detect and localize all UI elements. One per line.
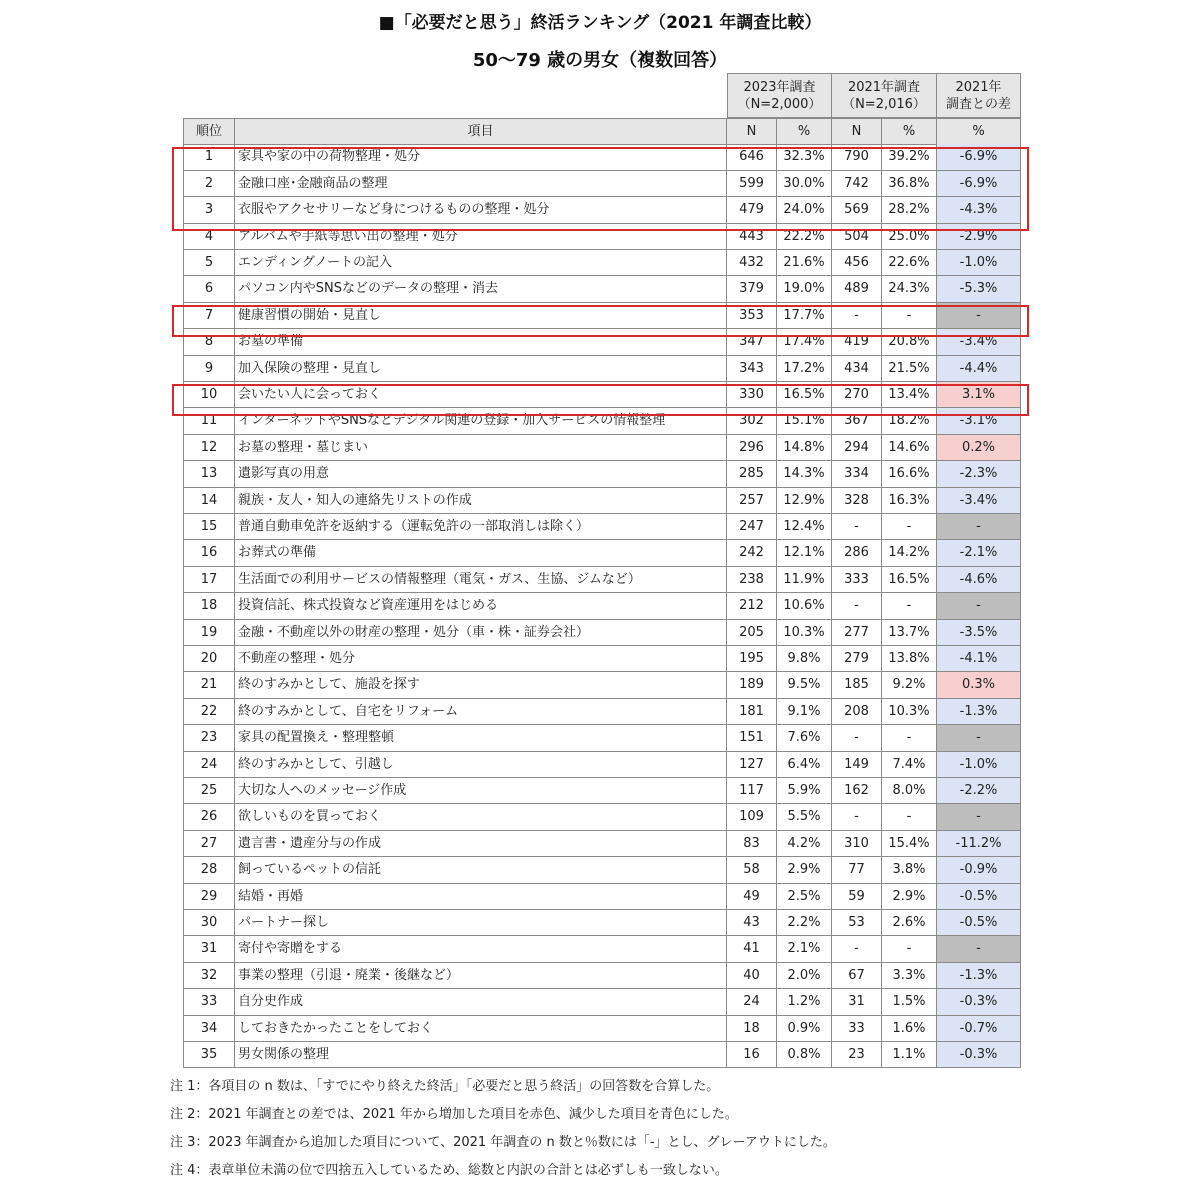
rank-cell: 30 [183, 910, 235, 936]
n-2021-cell: 504 [832, 224, 882, 250]
pct-2021-cell: 9.2% [882, 672, 937, 698]
diff-cell: - [937, 514, 1021, 540]
pct-2023-cell: 12.4% [777, 514, 832, 540]
n-2021-cell: 742 [832, 171, 882, 197]
pct-2021-cell: 2.9% [882, 884, 937, 910]
n-2023-cell: 330 [727, 382, 777, 408]
table-row [183, 461, 1021, 487]
table-row [183, 989, 1021, 1015]
item-cell: 衣服やアクセサリーなど身につけるものの整理・処分 [235, 197, 727, 223]
pct-2021-cell: 13.4% [882, 382, 937, 408]
item-cell: 遺言書・遺産分与の作成 [235, 831, 727, 857]
header-pct-2021: % [882, 119, 937, 145]
pct-2021-cell: - [882, 936, 937, 962]
table-row [183, 540, 1021, 566]
n-2021-cell: - [832, 514, 882, 540]
pct-2021-cell: 28.2% [882, 197, 937, 223]
diff-cell: 0.3% [937, 672, 1021, 698]
rank-cell: 31 [183, 936, 235, 962]
pct-2021-cell: 3.3% [882, 963, 937, 989]
pct-2021-cell: 16.6% [882, 461, 937, 487]
item-cell: パートナー探し [235, 910, 727, 936]
table-row [183, 1042, 1021, 1068]
rank-cell: 10 [183, 382, 235, 408]
highlight-box-rank10 [172, 384, 1029, 416]
note-3: 注 3：2023 年調査から追加した項目について、2021 年調査の n 数と％数には「-」とし、グレーアウトにした。 [170, 1135, 836, 1150]
n-2021-cell: 162 [832, 778, 882, 804]
pct-2023-cell: 2.5% [777, 884, 832, 910]
n-2021-cell: 53 [832, 910, 882, 936]
n-2023-cell: 58 [727, 857, 777, 883]
n-2023-cell: 181 [727, 699, 777, 725]
diff-cell: -1.0% [937, 752, 1021, 778]
header-rank: 順位 [183, 119, 235, 145]
pct-2023-cell: 14.3% [777, 461, 832, 487]
table-row [183, 646, 1021, 672]
item-cell: お墓の準備 [235, 329, 727, 355]
pct-2023-cell: 19.0% [777, 276, 832, 302]
diff-cell: -2.2% [937, 778, 1021, 804]
diff-cell: -0.5% [937, 884, 1021, 910]
n-2021-cell: 286 [832, 540, 882, 566]
pct-2021-cell: 13.7% [882, 620, 937, 646]
diff-cell: -3.5% [937, 620, 1021, 646]
rank-cell: 6 [183, 276, 235, 302]
table-row [183, 567, 1021, 593]
header-2021-label: 2021年調査 [847, 80, 921, 95]
rank-cell: 27 [183, 831, 235, 857]
rank-cell: 14 [183, 488, 235, 514]
n-2021-cell: - [832, 804, 882, 830]
table-row [183, 804, 1021, 830]
pct-2021-cell: 36.8% [882, 171, 937, 197]
n-2023-cell: 40 [727, 963, 777, 989]
header-item: 項目 [235, 119, 727, 145]
diff-cell: -5.3% [937, 276, 1021, 302]
diff-cell: -4.1% [937, 646, 1021, 672]
pct-2023-cell: 1.2% [777, 989, 832, 1015]
n-2023-cell: 599 [727, 171, 777, 197]
diff-cell: -0.3% [937, 1042, 1021, 1068]
table-row [183, 778, 1021, 804]
n-2023-cell: 247 [727, 514, 777, 540]
diff-cell: - [937, 303, 1021, 329]
item-cell: 大切な人へのメッセージ作成 [235, 778, 727, 804]
rank-cell: 9 [183, 356, 235, 382]
note-2: 注 2：2021 年調査との差では、2021 年から増加した項目を赤色、減少した項目を青色にした。 [170, 1107, 738, 1122]
table-row [183, 620, 1021, 646]
pct-2021-cell: 20.8% [882, 329, 937, 355]
n-2021-cell: 149 [832, 752, 882, 778]
n-2023-cell: 443 [727, 224, 777, 250]
rank-cell: 26 [183, 804, 235, 830]
n-2023-cell: 151 [727, 725, 777, 751]
pct-2023-cell: 9.8% [777, 646, 832, 672]
pct-2023-cell: 24.0% [777, 197, 832, 223]
pct-2021-cell: - [882, 725, 937, 751]
diff-cell: -4.4% [937, 356, 1021, 382]
n-2023-cell: 127 [727, 752, 777, 778]
table-row [183, 593, 1021, 619]
pct-2021-cell: 22.6% [882, 250, 937, 276]
n-2021-cell: - [832, 725, 882, 751]
item-cell: アルバムや手紙等思い出の整理・処分 [235, 224, 727, 250]
item-cell: 健康習慣の開始・見直し [235, 303, 727, 329]
pct-2021-cell: 1.6% [882, 1016, 937, 1042]
n-2021-cell: 33 [832, 1016, 882, 1042]
pct-2021-cell: - [882, 514, 937, 540]
highlight-box-top3 [172, 147, 1029, 231]
rank-cell: 28 [183, 857, 235, 883]
n-2021-cell: - [832, 593, 882, 619]
diff-cell: 0.2% [937, 435, 1021, 461]
table-row [183, 857, 1021, 883]
pct-2021-cell: 18.2% [882, 408, 937, 434]
table-row [183, 514, 1021, 540]
n-2023-cell: 189 [727, 672, 777, 698]
pct-2023-cell: 4.2% [777, 831, 832, 857]
pct-2023-cell: 5.9% [777, 778, 832, 804]
page-title: ■「必要だと思う」終活ランキング（2021 年調査比較） [378, 13, 822, 33]
pct-2021-cell: 10.3% [882, 699, 937, 725]
item-cell: 普通自動車免許を返納する（運転免許の一部取消しは除く） [235, 514, 727, 540]
rank-cell: 12 [183, 435, 235, 461]
table-row [183, 963, 1021, 989]
pct-2023-cell: 14.8% [777, 435, 832, 461]
item-cell: 終のすみかとして、引越し [235, 752, 727, 778]
diff-cell: -3.4% [937, 329, 1021, 355]
pct-2021-cell: 16.3% [882, 488, 937, 514]
n-2023-cell: 83 [727, 831, 777, 857]
table-row [183, 250, 1021, 276]
n-2021-cell: 790 [832, 144, 882, 170]
diff-cell: -3.1% [937, 408, 1021, 434]
pct-2021-cell: 3.8% [882, 857, 937, 883]
rank-cell: 7 [183, 303, 235, 329]
diff-cell: -4.6% [937, 567, 1021, 593]
n-2023-cell: 353 [727, 303, 777, 329]
rank-cell: 21 [183, 672, 235, 698]
pct-2023-cell: 2.2% [777, 910, 832, 936]
pct-2023-cell: 32.3% [777, 144, 832, 170]
rank-cell: 24 [183, 752, 235, 778]
highlight-box-rank7 [172, 305, 1029, 337]
pct-2023-cell: 17.7% [777, 303, 832, 329]
n-2023-cell: 18 [727, 1016, 777, 1042]
rank-cell: 20 [183, 646, 235, 672]
table-row [183, 884, 1021, 910]
diff-cell: -1.3% [937, 963, 1021, 989]
n-2023-cell: 285 [727, 461, 777, 487]
n-2023-cell: 343 [727, 356, 777, 382]
header-2021-n: （N=2,016） [842, 97, 926, 112]
pct-2021-cell: 25.0% [882, 224, 937, 250]
pct-2023-cell: 9.5% [777, 672, 832, 698]
rank-cell: 33 [183, 989, 235, 1015]
pct-2023-cell: 0.8% [777, 1042, 832, 1068]
pct-2021-cell: 13.8% [882, 646, 937, 672]
pct-2023-cell: 21.6% [777, 250, 832, 276]
rank-cell: 15 [183, 514, 235, 540]
table-row [183, 699, 1021, 725]
rank-cell: 13 [183, 461, 235, 487]
table-row [183, 488, 1021, 514]
pct-2023-cell: 17.2% [777, 356, 832, 382]
pct-2021-cell: 1.5% [882, 989, 937, 1015]
item-cell: 会いたい人に会っておく [235, 382, 727, 408]
diff-cell: - [937, 936, 1021, 962]
item-cell: 遺影写真の用意 [235, 461, 727, 487]
pct-2021-cell: 7.4% [882, 752, 937, 778]
table-row [183, 435, 1021, 461]
item-cell: 終のすみかとして、施設を探す [235, 672, 727, 698]
n-2023-cell: 238 [727, 567, 777, 593]
rank-cell: 16 [183, 540, 235, 566]
diff-cell: 3.1% [937, 382, 1021, 408]
diff-cell: -6.9% [937, 144, 1021, 170]
pct-2023-cell: 17.4% [777, 329, 832, 355]
n-2021-cell: 277 [832, 620, 882, 646]
pct-2023-cell: 11.9% [777, 567, 832, 593]
pct-2023-cell: 12.9% [777, 488, 832, 514]
note-1: 注 1：各項目の n 数は、「すでにやり終えた終活」「必要だと思う終活」の回答数を合算した。 [170, 1079, 720, 1094]
n-2023-cell: 432 [727, 250, 777, 276]
diff-cell: -11.2% [937, 831, 1021, 857]
item-cell: パソコン内やSNSなどのデータの整理・消去 [235, 276, 727, 302]
diff-cell: -0.7% [937, 1016, 1021, 1042]
pct-2023-cell: 6.4% [777, 752, 832, 778]
rank-cell: 8 [183, 329, 235, 355]
n-2021-cell: 328 [832, 488, 882, 514]
n-2023-cell: 296 [727, 435, 777, 461]
rank-cell: 35 [183, 1042, 235, 1068]
header-n-2021: N [832, 119, 882, 145]
n-2021-cell: 270 [832, 382, 882, 408]
diff-cell: -0.5% [937, 910, 1021, 936]
n-2021-cell: 23 [832, 1042, 882, 1068]
table-row [183, 936, 1021, 962]
rank-cell: 3 [183, 197, 235, 223]
item-cell: しておきたかったことをしておく [235, 1016, 727, 1042]
n-2021-cell: - [832, 936, 882, 962]
n-2021-cell: 334 [832, 461, 882, 487]
item-cell: 加入保険の整理・見直し [235, 356, 727, 382]
table-row [183, 910, 1021, 936]
pct-2023-cell: 7.6% [777, 725, 832, 751]
rank-cell: 4 [183, 224, 235, 250]
n-2021-cell: 569 [832, 197, 882, 223]
n-2023-cell: 109 [727, 804, 777, 830]
n-2023-cell: 347 [727, 329, 777, 355]
n-2023-cell: 242 [727, 540, 777, 566]
rank-cell: 19 [183, 620, 235, 646]
table-row [183, 831, 1021, 857]
header-2021-group [832, 73, 937, 118]
header-n-2023: N [727, 119, 777, 145]
diff-cell: -3.4% [937, 488, 1021, 514]
pct-2023-cell: 10.6% [777, 593, 832, 619]
table-row [183, 672, 1021, 698]
item-cell: 金融口座･金融商品の整理 [235, 171, 727, 197]
n-2023-cell: 212 [727, 593, 777, 619]
n-2021-cell: 294 [832, 435, 882, 461]
rank-cell: 32 [183, 963, 235, 989]
pct-2023-cell: 15.1% [777, 408, 832, 434]
pct-2021-cell: 15.4% [882, 831, 937, 857]
table-row [183, 276, 1021, 302]
diff-cell: -1.0% [937, 250, 1021, 276]
n-2023-cell: 479 [727, 197, 777, 223]
item-cell: 飼っているペットの信託 [235, 857, 727, 883]
item-cell: 親族・友人・知人の連絡先リストの作成 [235, 488, 727, 514]
pct-2023-cell: 9.1% [777, 699, 832, 725]
item-cell: 欲しいものを買っておく [235, 804, 727, 830]
table-row [183, 725, 1021, 751]
item-cell: 結婚・再婚 [235, 884, 727, 910]
pct-2023-cell: 2.1% [777, 936, 832, 962]
item-cell: 不動産の整理・処分 [235, 646, 727, 672]
item-cell: 金融・不動産以外の財産の整理・処分（車・株・証券会社） [235, 620, 727, 646]
n-2021-cell: 419 [832, 329, 882, 355]
pct-2021-cell: 21.5% [882, 356, 937, 382]
n-2023-cell: 49 [727, 884, 777, 910]
rank-cell: 34 [183, 1016, 235, 1042]
n-2021-cell: 208 [832, 699, 882, 725]
diff-cell: -2.3% [937, 461, 1021, 487]
rank-cell: 17 [183, 567, 235, 593]
header-pct-diff: % [937, 119, 1021, 145]
n-2021-cell: 31 [832, 989, 882, 1015]
header-diff-label: 2021年 [955, 80, 1002, 95]
pct-2023-cell: 5.5% [777, 804, 832, 830]
n-2023-cell: 16 [727, 1042, 777, 1068]
n-2023-cell: 379 [727, 276, 777, 302]
item-cell: 家具や家の中の荷物整理・処分 [235, 144, 727, 170]
item-cell: 終のすみかとして、自宅をリフォーム [235, 699, 727, 725]
n-2021-cell: 434 [832, 356, 882, 382]
table-row [183, 356, 1021, 382]
diff-cell: -2.1% [937, 540, 1021, 566]
item-cell: 事業の整理（引退・廃業・後継など） [235, 963, 727, 989]
pct-2023-cell: 0.9% [777, 1016, 832, 1042]
pct-2023-cell: 10.3% [777, 620, 832, 646]
pct-2021-cell: 1.1% [882, 1042, 937, 1068]
n-2021-cell: 279 [832, 646, 882, 672]
header-2023-label: 2023年調査 [743, 80, 816, 95]
table-row [183, 752, 1021, 778]
note-4: 注 4：表章単位未満の位で四捨五入しているため、総数と内訳の合計とは必ずしも一致しない。 [170, 1163, 728, 1178]
diff-cell: - [937, 725, 1021, 751]
rank-cell: 23 [183, 725, 235, 751]
n-2023-cell: 117 [727, 778, 777, 804]
n-2021-cell: - [832, 303, 882, 329]
pct-2023-cell: 16.5% [777, 382, 832, 408]
item-cell: エンディングノートの記入 [235, 250, 727, 276]
header-2023-group [727, 73, 832, 118]
n-2023-cell: 24 [727, 989, 777, 1015]
pct-2021-cell: 24.3% [882, 276, 937, 302]
pct-2023-cell: 2.9% [777, 857, 832, 883]
diff-cell: - [937, 804, 1021, 830]
pct-2021-cell: 14.6% [882, 435, 937, 461]
n-2021-cell: 456 [832, 250, 882, 276]
item-cell: 自分史作成 [235, 989, 727, 1015]
n-2023-cell: 257 [727, 488, 777, 514]
n-2021-cell: 185 [832, 672, 882, 698]
pct-2021-cell: - [882, 303, 937, 329]
n-2021-cell: 59 [832, 884, 882, 910]
diff-cell: - [937, 593, 1021, 619]
diff-cell: -2.9% [937, 224, 1021, 250]
rank-cell: 29 [183, 884, 235, 910]
item-cell: インターネットやSNSなどデジタル関連の登録・加入サービスの情報整理 [235, 408, 727, 434]
n-2021-cell: 67 [832, 963, 882, 989]
pct-2023-cell: 2.0% [777, 963, 832, 989]
page-subtitle: 50～79 歳の男女（複数回答） [472, 50, 728, 71]
pct-2021-cell: 2.6% [882, 910, 937, 936]
rank-cell: 11 [183, 408, 235, 434]
rank-cell: 2 [183, 171, 235, 197]
pct-2021-cell: - [882, 804, 937, 830]
rank-cell: 22 [183, 699, 235, 725]
diff-cell: -0.3% [937, 989, 1021, 1015]
column-header-row [183, 118, 1021, 145]
n-2023-cell: 195 [727, 646, 777, 672]
item-cell: お葬式の準備 [235, 540, 727, 566]
table-row [183, 1016, 1021, 1042]
diff-cell: -0.9% [937, 857, 1021, 883]
n-2023-cell: 41 [727, 936, 777, 962]
pct-2021-cell: 14.2% [882, 540, 937, 566]
item-cell: お墓の整理・墓じまい [235, 435, 727, 461]
n-2021-cell: 77 [832, 857, 882, 883]
pct-2021-cell: 39.2% [882, 144, 937, 170]
header-diff-label-2: 調査との差 [945, 97, 1011, 112]
diff-cell: -1.3% [937, 699, 1021, 725]
diff-cell: -4.3% [937, 197, 1021, 223]
header-pct-2023: % [777, 119, 832, 145]
header-2023-n: （N=2,000） [737, 97, 822, 112]
pct-2021-cell: 16.5% [882, 567, 937, 593]
item-cell: 投資信託、株式投資など資産運用をはじめる [235, 593, 727, 619]
n-2023-cell: 646 [727, 144, 777, 170]
rank-cell: 1 [183, 144, 235, 170]
pct-2021-cell: 8.0% [882, 778, 937, 804]
item-cell: 家具の配置換え・整理整頓 [235, 725, 727, 751]
rank-cell: 18 [183, 593, 235, 619]
rank-cell: 5 [183, 250, 235, 276]
n-2021-cell: 367 [832, 408, 882, 434]
n-2021-cell: 489 [832, 276, 882, 302]
pct-2023-cell: 12.1% [777, 540, 832, 566]
item-cell: 男女関係の整理 [235, 1042, 727, 1068]
n-2021-cell: 333 [832, 567, 882, 593]
rank-cell: 25 [183, 778, 235, 804]
item-cell: 寄付や寄贈をする [235, 936, 727, 962]
n-2021-cell: 310 [832, 831, 882, 857]
header-diff-group [937, 73, 1021, 118]
item-cell: 生活面での利用サービスの情報整理（電気・ガス、生協、ジムなど） [235, 567, 727, 593]
diff-cell: -6.9% [937, 171, 1021, 197]
n-2023-cell: 302 [727, 408, 777, 434]
pct-2023-cell: 22.2% [777, 224, 832, 250]
pct-2023-cell: 30.0% [777, 171, 832, 197]
pct-2021-cell: - [882, 593, 937, 619]
n-2023-cell: 205 [727, 620, 777, 646]
n-2023-cell: 43 [727, 910, 777, 936]
